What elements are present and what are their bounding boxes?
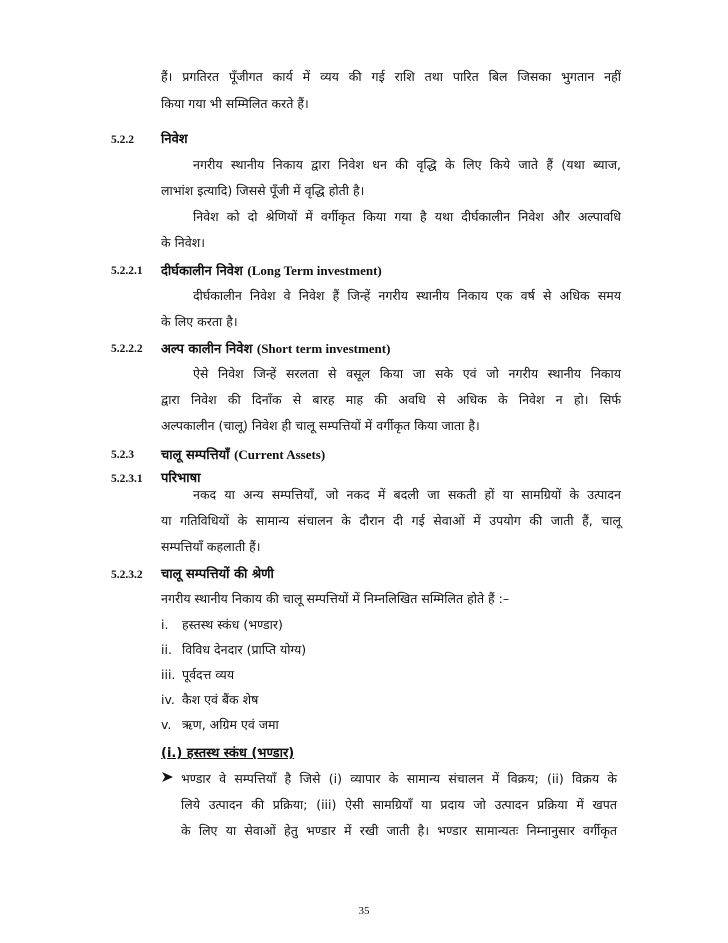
current-assets-title-en: (Current Assets) bbox=[234, 447, 326, 462]
list-item bbox=[161, 641, 306, 659]
long-term-title-en: (Long Term investment) bbox=[247, 263, 382, 278]
stock-line-1: भण्डार वे सम्पत्तियाँ है जिसे (i) व्यापार के सामान्य संचालन में विक्रय; (ii) विक्रय के bbox=[181, 771, 617, 786]
section-number-5-2-3: 5.2.3 bbox=[111, 449, 134, 461]
definition-line-3: सम्पत्तियाँ कहलाती हैं। bbox=[161, 539, 261, 554]
short-term-title-en: (Short term investment) bbox=[256, 341, 391, 356]
section-title-long-term bbox=[161, 262, 382, 281]
section-number-5-2-2-1: 5.2.2.1 bbox=[111, 265, 143, 277]
short-term-line-2: द्वारा निवेश की दिनाँक से बारह माह की अवधि से अधिक के निवेश न हो। सिर्फ bbox=[161, 392, 621, 407]
stock-line-2: लिये उत्पादन की प्रक्रिया; (iii) ऐसी सामग्रियाँ या प्रदाय जो उत्पादन प्रक्रिया में खपत bbox=[181, 797, 617, 812]
current-assets-title-hi: चालू सम्पत्तियाँ bbox=[161, 448, 230, 463]
nivesh-para1-line2: लाभांश इत्यादि) जिससे पूँजी में वृद्धि होती है। bbox=[161, 183, 365, 198]
nivesh-para1-line1: नगरीय स्थानीय निकाय द्वारा निवेश धन की वृद्धि के लिए किये जाते हैं (यथा ब्याज, bbox=[193, 157, 621, 172]
intro-line-1: हैं। प्रगतिरत पूँजीगत कार्य में व्यय की गई राशि तथा पारित बिल जिसका भुगतान नहीं bbox=[161, 69, 621, 84]
section-number-5-2-3-1: 5.2.3.1 bbox=[111, 473, 143, 485]
long-term-line-1: दीर्घकालीन निवेश वे निवेश हैं जिन्हें नगरीय स्थानीय निकाय एक वर्ष से अधिक समय bbox=[193, 288, 621, 303]
list-item bbox=[161, 716, 279, 734]
list-marker: v. bbox=[161, 717, 172, 732]
section-title-short-term bbox=[161, 340, 390, 359]
short-term-line-1: ऐसे निवेश जिन्हें सरलता से वसूल किया जा सके एवं जो नगरीय स्थानीय निकाय bbox=[193, 366, 621, 381]
short-term-title-hi: अल्प कालीन निवेश bbox=[161, 342, 253, 357]
list-text: हस्तस्थ स्कंध (भण्डार) bbox=[182, 617, 283, 632]
long-term-line-2: के लिए करता है। bbox=[161, 314, 238, 329]
list-text: विविध देनदार (प्राप्ति योग्य) bbox=[182, 642, 307, 657]
list-item bbox=[161, 666, 234, 684]
section-title-nivesh: निवेश bbox=[161, 132, 188, 147]
section-title-paribhasha: परिभाषा bbox=[161, 471, 201, 486]
section-number-5-2-2-2: 5.2.2.2 bbox=[111, 343, 143, 355]
page-number: 35 bbox=[358, 905, 370, 917]
list-marker: ii. bbox=[161, 642, 172, 657]
section-title-categories: चालू सम्पत्तियों की श्रेणी bbox=[161, 567, 274, 582]
definition-line-2: या गतिविधियों के सामान्य संचालन के दौरान दी गई सेवाओं में उपयोग की जाती हैं, चालू bbox=[161, 513, 621, 528]
nivesh-para2-line1: निवेश को दो श्रेणियों में वर्गीकृत किया गया है यथा दीर्घकालीन निवेश और अल्पावधि bbox=[193, 209, 621, 224]
list-marker: i. bbox=[161, 617, 169, 632]
list-marker: iv. bbox=[161, 692, 175, 707]
intro-line-2: किया गया भी सम्मिलित करते हैं। bbox=[161, 96, 309, 111]
short-term-line-3: अल्पकालीन (चालू) निवेश ही चालू सम्पत्तियों में वर्गीकृत किया जाता है। bbox=[161, 418, 480, 433]
section-number-5-2-2: 5.2.2 bbox=[111, 134, 134, 146]
subsection-title-stock: (i.) हस्तस्थ स्कंध (भण्डार) bbox=[161, 746, 295, 761]
section-title-current-assets bbox=[161, 446, 325, 465]
list-item bbox=[161, 691, 258, 709]
list-item bbox=[161, 616, 283, 634]
categories-intro: नगरीय स्थानीय निकाय की चालू सम्पत्तियों में निम्नलिखित सम्मिलित होते हैं :– bbox=[161, 591, 510, 606]
list-text: पूर्वदत्त व्यय bbox=[182, 667, 235, 682]
arrow-bullet-icon bbox=[161, 770, 175, 788]
long-term-title-hi: दीर्घकालीन निवेश bbox=[161, 264, 243, 279]
section-number-5-2-3-2: 5.2.3.2 bbox=[111, 569, 143, 581]
stock-line-3: के लिए या सेवाओं हेतु भण्डार में रखी जाती है। भण्डार सामान्यतः निम्नानुसार वर्गीकृत bbox=[181, 823, 617, 838]
list-text: ऋण, अग्रिम एवं जमा bbox=[182, 717, 279, 732]
definition-line-1: नकद या अन्य सम्पत्तियाँ, जो नकद में बदली जा सकती हों या सामग्रियों के उत्पादन bbox=[193, 487, 621, 502]
list-marker: iii. bbox=[161, 667, 176, 682]
list-text: कैश एवं बैंक शेष bbox=[182, 692, 259, 707]
nivesh-para2-line2: के निवेश। bbox=[161, 235, 205, 250]
